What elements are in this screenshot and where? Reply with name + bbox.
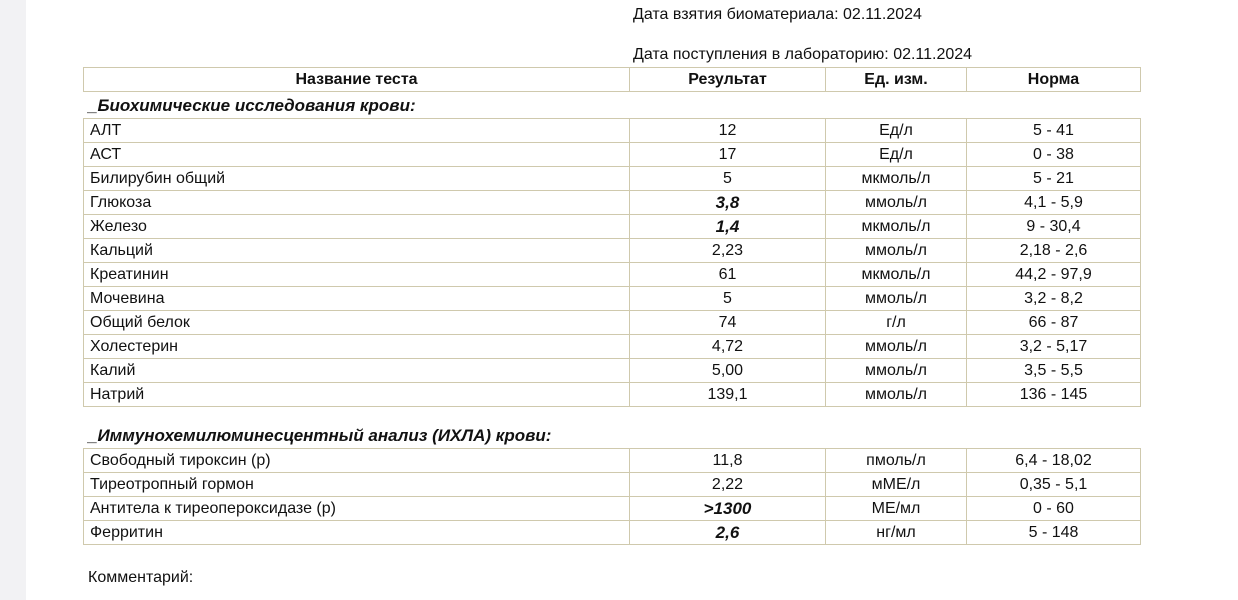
- table-row: [84, 449, 1141, 473]
- table-row: [84, 359, 1141, 383]
- norm-cell: 5 - 41: [967, 119, 1141, 143]
- table-row: [84, 143, 1141, 167]
- table-row: [84, 287, 1141, 311]
- test-name-cell: Холестерин: [84, 335, 630, 359]
- unit-cell: мМЕ/л: [826, 473, 967, 497]
- result-cell: 1,4: [630, 215, 826, 239]
- norm-cell: 6,4 - 18,02: [967, 449, 1141, 473]
- test-name-cell: Натрий: [84, 383, 630, 407]
- result-cell: 5: [630, 167, 826, 191]
- test-name-cell: Железо: [84, 215, 630, 239]
- table-row: [84, 521, 1141, 545]
- results-table-header: [83, 67, 1141, 92]
- column-headers: [84, 68, 1141, 92]
- collection-date: Дата взятия биоматериала: 02.11.2024: [633, 6, 922, 23]
- column-header-test-name: Название теста: [84, 68, 630, 92]
- result-cell: 74: [630, 311, 826, 335]
- norm-cell: 0 - 60: [967, 497, 1141, 521]
- norm-cell: 9 - 30,4: [967, 215, 1141, 239]
- unit-cell: ммоль/л: [826, 335, 967, 359]
- test-name-cell: Тиреотропный гормон: [84, 473, 630, 497]
- unit-cell: пмоль/л: [826, 449, 967, 473]
- results-table-immunoassay: [83, 448, 1141, 545]
- test-name-cell: Свободный тироксин (р): [84, 449, 630, 473]
- norm-cell: 136 - 145: [967, 383, 1141, 407]
- table-row: [84, 473, 1141, 497]
- section-title-biochemistry: _Биохимические исследования крови:: [88, 96, 416, 115]
- table-row: [84, 119, 1141, 143]
- unit-cell: нг/мл: [826, 521, 967, 545]
- table-row: [84, 311, 1141, 335]
- result-cell: 61: [630, 263, 826, 287]
- unit-cell: ммоль/л: [826, 191, 967, 215]
- test-name-cell: Креатинин: [84, 263, 630, 287]
- table-row: [84, 215, 1141, 239]
- norm-cell: 66 - 87: [967, 311, 1141, 335]
- norm-cell: 2,18 - 2,6: [967, 239, 1141, 263]
- unit-cell: г/л: [826, 311, 967, 335]
- test-name-cell: Мочевина: [84, 287, 630, 311]
- arrival-date: Дата поступления в лабораторию: 02.11.2024: [633, 46, 973, 63]
- unit-cell: мкмоль/л: [826, 167, 967, 191]
- comment-label: Комментарий:: [88, 569, 194, 586]
- unit-cell: ммоль/л: [826, 287, 967, 311]
- table-row: [84, 239, 1141, 263]
- table-row: [84, 335, 1141, 359]
- unit-cell: Ед/л: [826, 143, 967, 167]
- result-cell: 2,6: [630, 521, 826, 545]
- test-name-cell: Калий: [84, 359, 630, 383]
- column-header-result: Результат: [630, 68, 826, 92]
- column-header-unit: Ед. изм.: [826, 68, 967, 92]
- result-cell: >1300: [630, 497, 826, 521]
- table-row: [84, 191, 1141, 215]
- result-cell: 17: [630, 143, 826, 167]
- test-name-cell: Глюкоза: [84, 191, 630, 215]
- test-name-cell: АСТ: [84, 143, 630, 167]
- section-title-immunoassay: _Иммунохемилюминесцентный анализ (ИХЛА) крови:: [88, 426, 552, 445]
- norm-cell: 5 - 21: [967, 167, 1141, 191]
- norm-cell: 3,5 - 5,5: [967, 359, 1141, 383]
- table-row: [84, 383, 1141, 407]
- results-table-biochemistry: [83, 118, 1141, 407]
- result-cell: 5,00: [630, 359, 826, 383]
- norm-cell: 0 - 38: [967, 143, 1141, 167]
- test-name-cell: Общий белок: [84, 311, 630, 335]
- result-cell: 11,8: [630, 449, 826, 473]
- norm-cell: 0,35 - 5,1: [967, 473, 1141, 497]
- table-row: [84, 167, 1141, 191]
- test-name-cell: Билирубин общий: [84, 167, 630, 191]
- unit-cell: ммоль/л: [826, 359, 967, 383]
- result-cell: 4,72: [630, 335, 826, 359]
- test-name-cell: АЛТ: [84, 119, 630, 143]
- unit-cell: ммоль/л: [826, 239, 967, 263]
- table-row: [84, 263, 1141, 287]
- result-cell: 5: [630, 287, 826, 311]
- norm-cell: 5 - 148: [967, 521, 1141, 545]
- table-row: [84, 497, 1141, 521]
- unit-cell: МЕ/мл: [826, 497, 967, 521]
- result-cell: 139,1: [630, 383, 826, 407]
- test-name-cell: Антитела к тиреопероксидазе (р): [84, 497, 630, 521]
- norm-cell: 44,2 - 97,9: [967, 263, 1141, 287]
- unit-cell: мкмоль/л: [826, 215, 967, 239]
- norm-cell: 3,2 - 8,2: [967, 287, 1141, 311]
- result-cell: 3,8: [630, 191, 826, 215]
- unit-cell: Ед/л: [826, 119, 967, 143]
- result-cell: 12: [630, 119, 826, 143]
- column-header-norm: Норма: [967, 68, 1141, 92]
- norm-cell: 3,2 - 5,17: [967, 335, 1141, 359]
- result-cell: 2,22: [630, 473, 826, 497]
- test-name-cell: Ферритин: [84, 521, 630, 545]
- norm-cell: 4,1 - 5,9: [967, 191, 1141, 215]
- unit-cell: ммоль/л: [826, 383, 967, 407]
- test-name-cell: Кальций: [84, 239, 630, 263]
- unit-cell: мкмоль/л: [826, 263, 967, 287]
- result-cell: 2,23: [630, 239, 826, 263]
